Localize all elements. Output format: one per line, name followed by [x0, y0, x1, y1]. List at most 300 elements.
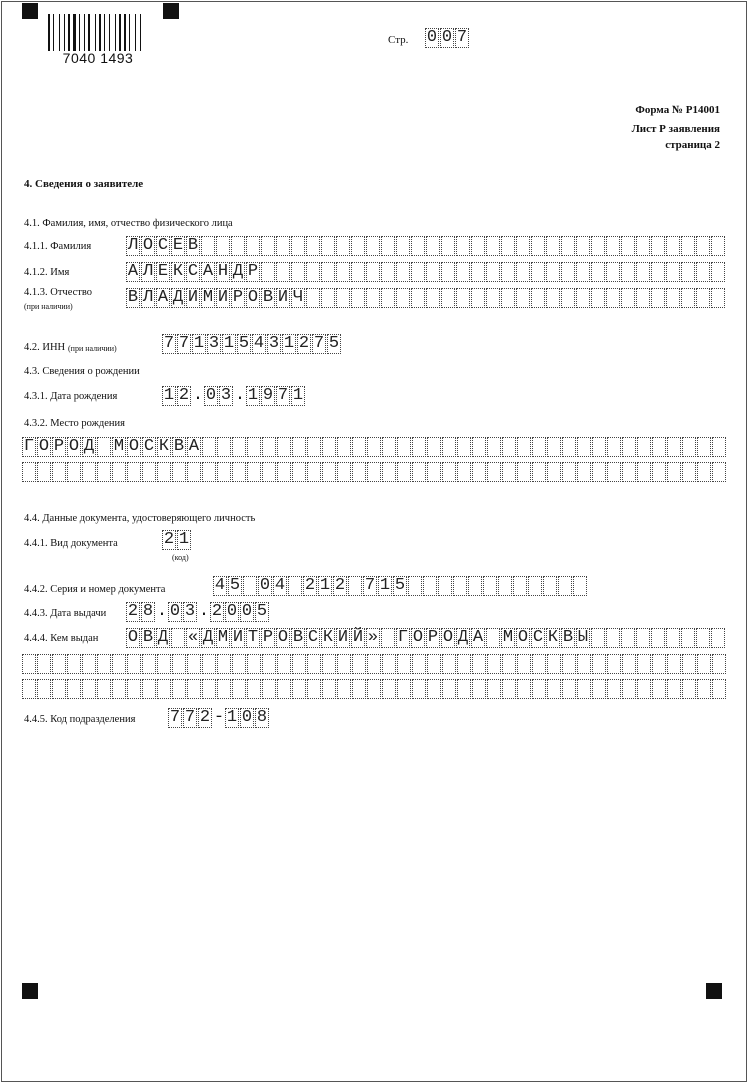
char-cell: [292, 679, 306, 699]
char-cell: [411, 262, 425, 282]
char-cell: О: [517, 628, 529, 647]
char-cell: Д: [232, 262, 244, 281]
char-cell: 2: [334, 576, 346, 595]
char-cell: [22, 679, 36, 699]
char-cell: [607, 654, 621, 674]
char-cell: [381, 288, 395, 308]
char-cell: [468, 576, 482, 596]
char-cell: [276, 262, 290, 282]
char-cell: [382, 462, 396, 482]
char-cell: [577, 437, 591, 457]
char-cell: [652, 654, 666, 674]
char-cell: [352, 679, 366, 699]
barcode: [48, 14, 148, 66]
top-left-marker: [22, 3, 38, 19]
inn-field[interactable]: [162, 334, 342, 354]
char-cell: [546, 262, 560, 282]
char-cell: [97, 462, 111, 482]
char-cell: [472, 679, 486, 699]
char-cell: [531, 262, 545, 282]
char-cell: [681, 628, 695, 648]
char-cell: [348, 576, 362, 596]
char-cell: [486, 288, 500, 308]
char-cell: [127, 462, 141, 482]
char-cell: [472, 437, 486, 457]
char-cell: 5: [238, 334, 250, 353]
doctype-note: (код): [172, 553, 189, 562]
char-cell: [532, 679, 546, 699]
birthplace-line2[interactable]: [22, 462, 727, 482]
char-cell: [261, 262, 275, 282]
char-cell: [636, 288, 650, 308]
char-cell: [187, 462, 201, 482]
fio-heading: 4.1. Фамилия, имя, отчество физического лица: [24, 218, 233, 229]
char-cell: [592, 462, 606, 482]
char-cell: [517, 654, 531, 674]
char-cell: [606, 628, 620, 648]
patronymic-note: (при наличии): [24, 302, 73, 311]
char-cell: [172, 679, 186, 699]
section-title: 4. Сведения о заявителе: [24, 178, 144, 190]
char-cell: [262, 437, 276, 457]
char-cell: [517, 679, 531, 699]
char-cell: [712, 437, 726, 457]
doctype-label: 4.4.1. Вид документа: [24, 538, 118, 549]
char-cell: Л: [142, 262, 154, 281]
char-cell: [22, 462, 36, 482]
char-cell: [37, 654, 51, 674]
char-cell: [513, 576, 527, 596]
char-cell: [651, 288, 665, 308]
barcode-bar: [53, 14, 54, 56]
char-cell: 1: [283, 334, 295, 353]
char-cell: [576, 288, 590, 308]
char-cell: [262, 654, 276, 674]
docnum-label: 4.4.2. Серия и номер документа: [24, 584, 166, 595]
separator: -: [213, 708, 225, 727]
char-cell: [442, 462, 456, 482]
char-cell: Р: [262, 628, 274, 647]
char-cell: Т: [247, 628, 259, 647]
char-cell: [591, 262, 605, 282]
char-cell: [636, 236, 650, 256]
char-cell: [216, 236, 230, 256]
char-cell: [127, 654, 141, 674]
unit-code-label: 4.4.5. Код подразделения: [24, 714, 136, 725]
char-cell: [711, 236, 725, 256]
char-cell: 1: [379, 576, 391, 595]
char-cell: [573, 576, 587, 596]
char-cell: 7: [163, 334, 175, 353]
char-cell: [472, 462, 486, 482]
char-cell: [367, 679, 381, 699]
char-cell: [667, 654, 681, 674]
bottom-left-marker: [22, 983, 38, 999]
char-cell: 3: [208, 334, 220, 353]
char-cell: [396, 236, 410, 256]
char-cell: [231, 236, 245, 256]
char-cell: [531, 288, 545, 308]
page-number-cells: [425, 28, 470, 48]
char-cell: [381, 262, 395, 282]
char-cell: [412, 679, 426, 699]
char-cell: [366, 236, 380, 256]
char-cell: [232, 437, 246, 457]
char-cell: [381, 236, 395, 256]
char-cell: [622, 679, 636, 699]
char-cell: [606, 288, 620, 308]
char-cell: [412, 437, 426, 457]
char-cell: [112, 679, 126, 699]
char-cell: С: [187, 262, 199, 281]
char-cell: С: [307, 628, 319, 647]
char-cell: [157, 462, 171, 482]
char-cell: [667, 462, 681, 482]
char-cell: [502, 654, 516, 674]
char-cell: [457, 462, 471, 482]
char-cell: В: [292, 628, 304, 647]
char-cell: [592, 654, 606, 674]
char-cell: О: [127, 628, 139, 647]
char-cell: [666, 262, 680, 282]
char-cell: А: [188, 437, 200, 456]
char-cell: Н: [217, 262, 229, 281]
char-cell: С: [532, 628, 544, 647]
char-cell: Р: [232, 288, 244, 307]
char-cell: 7: [456, 28, 468, 47]
char-cell: В: [262, 288, 274, 307]
char-cell: [592, 679, 606, 699]
char-cell: [531, 236, 545, 256]
char-cell: [441, 288, 455, 308]
char-cell: В: [562, 628, 574, 647]
char-cell: [202, 437, 216, 457]
char-cell: [337, 437, 351, 457]
char-cell: [232, 679, 246, 699]
char-cell: [576, 262, 590, 282]
char-cell: [667, 437, 681, 457]
char-cell: [457, 654, 471, 674]
char-cell: [52, 654, 66, 674]
char-cell: [637, 437, 651, 457]
char-cell: [561, 288, 575, 308]
barcode-bar: [140, 14, 141, 56]
firstname-label: 4.1.2. Имя: [24, 267, 70, 278]
char-cell: [412, 654, 426, 674]
top-right-marker: [163, 3, 179, 19]
char-cell: [97, 437, 111, 457]
char-cell: [547, 437, 561, 457]
char-cell: [621, 628, 635, 648]
char-cell: 1: [247, 386, 259, 405]
patronymic-field[interactable]: [126, 288, 726, 308]
char-cell: [397, 437, 411, 457]
firstname-field[interactable]: [126, 262, 726, 282]
char-cell: 1: [319, 576, 331, 595]
char-cell: [561, 236, 575, 256]
char-cell: 3: [220, 386, 232, 405]
char-cell: К: [158, 437, 170, 456]
char-cell: 0: [169, 602, 181, 621]
char-cell: 1: [193, 334, 205, 353]
bottom-right-marker: [706, 983, 722, 999]
char-cell: [157, 679, 171, 699]
char-cell: [697, 437, 711, 457]
char-cell: [427, 654, 441, 674]
char-cell: К: [547, 628, 559, 647]
char-cell: [546, 288, 560, 308]
char-cell: [622, 437, 636, 457]
separator: .: [198, 602, 210, 621]
char-cell: 7: [178, 334, 190, 353]
char-cell: [502, 679, 516, 699]
char-cell: [621, 236, 635, 256]
char-cell: [532, 437, 546, 457]
char-cell: [426, 236, 440, 256]
char-cell: Р: [247, 262, 259, 281]
char-cell: [606, 262, 620, 282]
char-cell: [382, 679, 396, 699]
char-cell: [337, 462, 351, 482]
char-cell: 7: [313, 334, 325, 353]
separator: .: [192, 386, 204, 405]
char-cell: [471, 288, 485, 308]
char-cell: [637, 679, 651, 699]
char-cell: [606, 236, 620, 256]
char-cell: [187, 654, 201, 674]
char-cell: [592, 437, 606, 457]
char-cell: [336, 236, 350, 256]
char-cell: [322, 437, 336, 457]
char-cell: [516, 288, 530, 308]
birthdate-field[interactable]: [162, 386, 306, 406]
char-cell: О: [277, 628, 289, 647]
char-cell: [712, 462, 726, 482]
char-cell: [442, 437, 456, 457]
char-cell: Л: [127, 236, 139, 255]
char-cell: [367, 437, 381, 457]
char-cell: 2: [178, 386, 190, 405]
char-cell: [352, 437, 366, 457]
char-cell: [486, 236, 500, 256]
char-cell: [322, 679, 336, 699]
char-cell: [307, 679, 321, 699]
char-cell: [427, 462, 441, 482]
char-cell: [498, 576, 512, 596]
char-cell: [247, 462, 261, 482]
char-cell: 0: [241, 602, 253, 621]
issued-by-line2[interactable]: [22, 654, 727, 674]
barcode-bar: [51, 14, 52, 56]
char-cell: [711, 628, 725, 648]
char-cell: [157, 654, 171, 674]
char-cell: [453, 576, 467, 596]
barcode-bar: [135, 14, 136, 56]
char-cell: [292, 654, 306, 674]
char-cell: Ч: [292, 288, 304, 307]
char-cell: [172, 654, 186, 674]
char-cell: О: [142, 236, 154, 255]
char-cell: Д: [172, 288, 184, 307]
char-cell: [517, 462, 531, 482]
char-cell: «: [187, 628, 199, 647]
char-cell: [486, 262, 500, 282]
char-cell: [67, 462, 81, 482]
char-cell: 1: [223, 334, 235, 353]
char-cell: [681, 262, 695, 282]
char-cell: [276, 236, 290, 256]
char-cell: Ы: [577, 628, 589, 647]
char-cell: [502, 437, 516, 457]
char-cell: [262, 679, 276, 699]
char-cell: 3: [184, 602, 196, 621]
char-cell: И: [232, 628, 244, 647]
char-cell: Д: [457, 628, 469, 647]
char-cell: [426, 262, 440, 282]
form-sheet: Лист Р заявления: [631, 123, 720, 135]
char-cell: [381, 628, 395, 648]
char-cell: [516, 262, 530, 282]
birthdate-label: 4.3.1. Дата рождения: [24, 391, 118, 402]
char-cell: [682, 679, 696, 699]
char-cell: [558, 576, 572, 596]
char-cell: 4: [214, 576, 226, 595]
char-cell: 7: [169, 708, 181, 727]
lastname-label: 4.1.1. Фамилия: [24, 241, 92, 252]
char-cell: Р: [53, 437, 65, 456]
char-cell: 3: [268, 334, 280, 353]
patronymic-label: 4.1.3. Отчество: [24, 287, 93, 298]
char-cell: [442, 654, 456, 674]
char-cell: 1: [292, 386, 304, 405]
char-cell: [337, 654, 351, 674]
char-cell: [217, 462, 231, 482]
char-cell: [232, 462, 246, 482]
char-cell: [292, 437, 306, 457]
char-cell: [696, 236, 710, 256]
char-cell: [367, 654, 381, 674]
barcode-bar: [59, 14, 60, 56]
char-cell: [576, 236, 590, 256]
char-cell: [262, 462, 276, 482]
char-cell: [622, 654, 636, 674]
char-cell: [351, 288, 365, 308]
issue-date-label: 4.4.3. Дата выдачи: [24, 608, 107, 619]
char-cell: С: [157, 236, 169, 255]
issued-by-line3[interactable]: [22, 679, 727, 699]
issued-by-line1[interactable]: [126, 628, 726, 648]
char-cell: [516, 236, 530, 256]
char-cell: [52, 679, 66, 699]
char-cell: [37, 462, 51, 482]
birthplace-line1[interactable]: [22, 437, 727, 457]
char-cell: [543, 576, 557, 596]
char-cell: [621, 288, 635, 308]
inn-label: 4.2. ИНН: [24, 342, 66, 353]
page-label: Стр.: [388, 34, 409, 46]
char-cell: [67, 654, 81, 674]
char-cell: [666, 236, 680, 256]
unit-code-field[interactable]: [168, 708, 270, 728]
char-cell: [411, 288, 425, 308]
char-cell: [321, 288, 335, 308]
char-cell: [426, 288, 440, 308]
char-cell: [697, 679, 711, 699]
barcode-bar: [55, 14, 58, 56]
docnum-field[interactable]: [213, 576, 588, 596]
char-cell: [637, 462, 651, 482]
char-cell: [306, 236, 320, 256]
char-cell: [321, 262, 335, 282]
char-cell: Д: [83, 437, 95, 456]
char-cell: [202, 679, 216, 699]
char-cell: [52, 462, 66, 482]
char-cell: О: [247, 288, 259, 307]
char-cell: [562, 462, 576, 482]
char-cell: [696, 262, 710, 282]
char-cell: [711, 288, 725, 308]
char-cell: И: [217, 288, 229, 307]
char-cell: [636, 262, 650, 282]
char-cell: [667, 679, 681, 699]
char-cell: [232, 654, 246, 674]
birth-heading: 4.3. Сведения о рождении: [24, 366, 140, 377]
char-cell: [441, 262, 455, 282]
char-cell: [487, 654, 501, 674]
lastname-field[interactable]: [126, 236, 726, 256]
char-cell: [322, 462, 336, 482]
char-cell: [397, 654, 411, 674]
char-cell: [367, 462, 381, 482]
char-cell: [666, 288, 680, 308]
char-cell: 7: [277, 386, 289, 405]
char-cell: [142, 462, 156, 482]
char-cell: [172, 462, 186, 482]
char-cell: [382, 437, 396, 457]
char-cell: В: [187, 236, 199, 255]
issue-date-field[interactable]: [126, 602, 270, 622]
char-cell: [427, 437, 441, 457]
char-cell: М: [217, 628, 229, 647]
doctype-field[interactable]: [162, 530, 192, 550]
char-cell: 0: [426, 28, 438, 47]
char-cell: 2: [298, 334, 310, 353]
char-cell: 5: [229, 576, 241, 595]
char-cell: [247, 679, 261, 699]
char-cell: [651, 628, 665, 648]
char-cell: [682, 462, 696, 482]
char-cell: [277, 462, 291, 482]
char-cell: [336, 262, 350, 282]
char-cell: [307, 654, 321, 674]
char-cell: 0: [241, 708, 253, 727]
char-cell: [607, 462, 621, 482]
char-cell: [292, 462, 306, 482]
char-cell: О: [128, 437, 140, 456]
char-cell: 0: [259, 576, 271, 595]
char-cell: [217, 437, 231, 457]
char-cell: [291, 236, 305, 256]
char-cell: 1: [178, 530, 190, 549]
char-cell: [651, 236, 665, 256]
char-cell: 7: [184, 708, 196, 727]
char-cell: [651, 262, 665, 282]
char-cell: [472, 654, 486, 674]
doc-heading: 4.4. Данные документа, удостоверяющего личность: [24, 513, 256, 524]
char-cell: [577, 679, 591, 699]
char-cell: [441, 236, 455, 256]
char-cell: О: [68, 437, 80, 456]
